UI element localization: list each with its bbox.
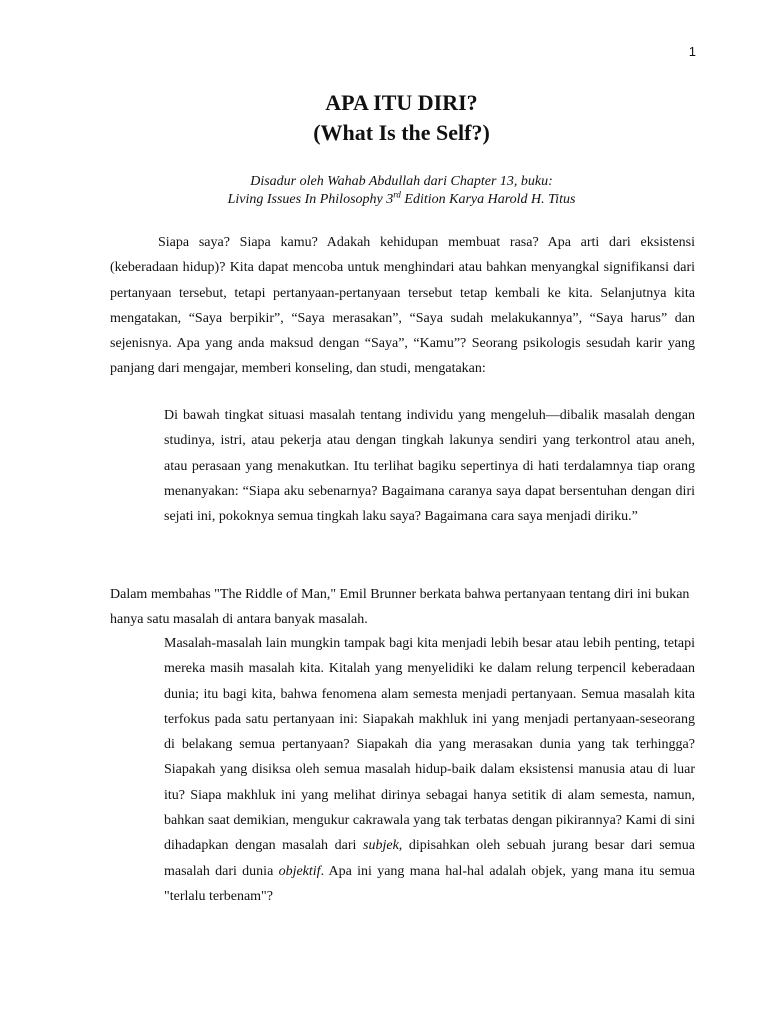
brunner-quote-text-3: . Apa ini yang mana hal-hal adalah objek, yang mana itu semua "terlalu terbenam"? [164, 863, 695, 904]
byline-adapted-by: Disadur oleh Wahab Abdullah dari Chapter 13, buku: [250, 174, 553, 189]
psychologist-quote: Di bawah tingkat situasi masalah tentang individu yang mengeluh—dibalik masalah dengan studinya, istri, atau pekerja atau dengan tingkah lakunya sendiri yang terkontrol atau aneh, atau perasaan yang menakutkan. Itu terlihat bagiku sepertinya di hati terdalamnya tiap orang menanyakan: “Siapa aku sebenarnya? Bagaimana caranya saya dapat bersentuhan dengan diri sejati ini, pokoknya semua tingkah laku saya? Bagaimana cara saya menjadi diriku.” [164, 408, 695, 525]
brunner-paragraph: Dalam membahas "The Riddle of Man," Emil Brunner berkata bahwa pertanyaan tentang diri ini bukan hanya satu masalah di antara banyak masalah. [110, 587, 690, 628]
page-number: 1 [688, 44, 696, 59]
brunner-quote-italic-subjek: subjek [363, 838, 399, 854]
brunner-quote [164, 631, 695, 909]
byline-source-book [110, 190, 693, 209]
title-indonesian: APA ITU DIRI? [325, 90, 478, 115]
title-english: (What Is the Self?) [313, 120, 490, 145]
brunner-quote-italic-objektif: objektif [278, 863, 321, 879]
byline-author: Edition Karya Harold H. Titus [400, 192, 576, 207]
byline-edition-superscript: rd [393, 189, 401, 200]
intro-paragraph: Siapa saya? Siapa kamu? Adakah kehidupan membuat rasa? Apa arti dari eksistensi (keberadaan hidup)? Kita dapat mencoba untuk menghindari atau bahkan menyangkal signifikansi dari pertanyaan tersebut, tetapi pertanyaan-pertanyaan tersebut tetap kembali ke kita. Selanjutnya kita mengatakan, “Saya berpikir”, “Saya merasakan”, “Saya sudah melakukannya”, “Saya harus” dan sejenisnya. Apa yang anda maksud dengan “Saya”, “Kamu”? Seorang psikologis sesudah karir yang panjang dari mengajar, memberi konseling, dan studi, mengatakan: [110, 235, 695, 377]
byline-book-title: Living Issues In Philosophy 3 [227, 192, 394, 207]
brunner-quote-text-1: Masalah-masalah lain mungkin tampak bagi kita menjadi lebih besar atau lebih penting, tetapi mereka masih masalah kita. Kitalah yang menyelidiki ke dalam relung terpencil keberadaan dunia; itu bagi kita, bahwa fenomena alam semesta menjadi pertanyaan. Semua masalah kita terfokus pada satu pertanyaan ini: Siapakah makhluk ini yang menjadi pertanyaan-seseorang di belakang semua pertanyaan? Siapakah dia yang merasakan dunia yang tak terhingga? Siapakah yang disiksa oleh semua masalah hidup-baik dalam eksistensi manusia atau di luar itu? Siapa makhluk ini yang melihat dirinya sebagai hanya setitik di alam semesta, namun, bahkan saat demikian, mengukur cakrawala yang tak terbatas dengan pikirannya? Kami di sini dihadapkan dengan masalah dari [164, 636, 695, 854]
brunner-quote-text-2: , dipisahkan oleh sebuah jurang besar dari semua masalah dari dunia [164, 838, 695, 879]
